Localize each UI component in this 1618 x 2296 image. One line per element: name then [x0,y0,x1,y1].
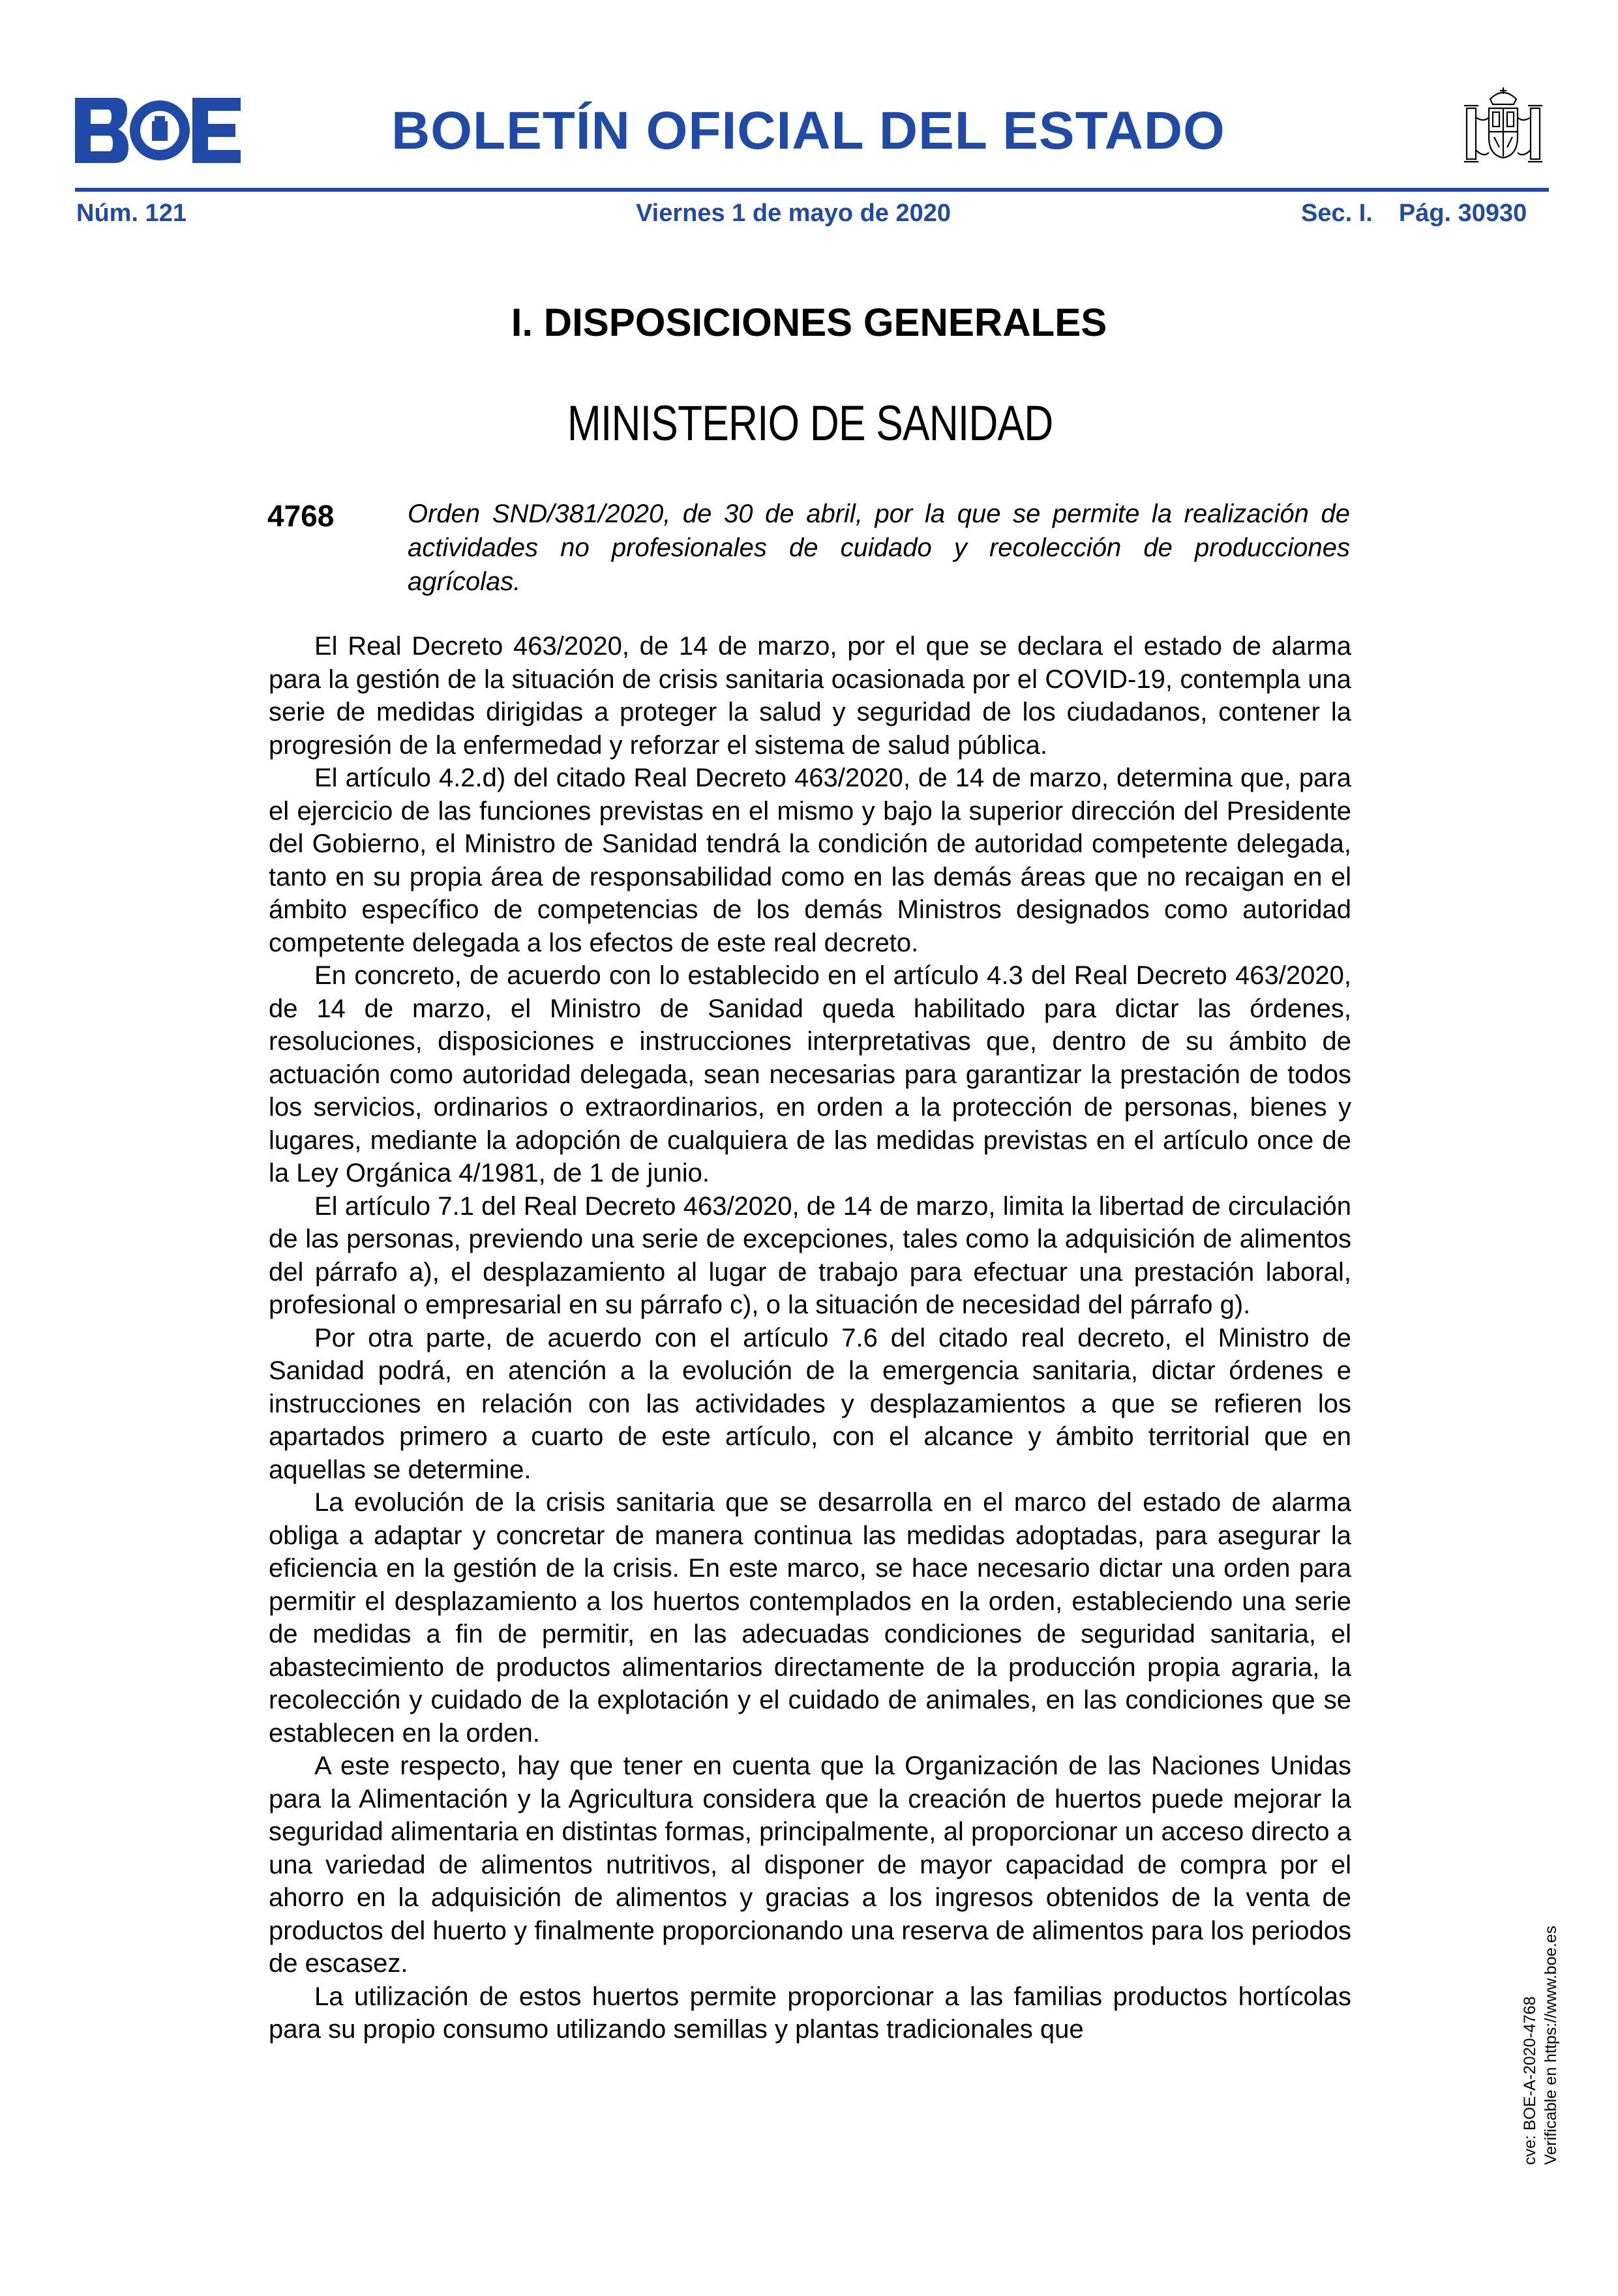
body-paragraph: La evolución de la crisis sanitaria que se desarrolla en el marco del estado de alarma obliga a adaptar y concretar de manera continua las medidas adoptadas, para asegurar la eficiencia en la gestión de la crisis. En este marco, se hace necesario dictar una orden para permitir el desplazamiento a los huertos contemplados en la orden, estableciendo una serie de medidas a fin de permitir, en las adecuadas condiciones de seguridad sanitaria, el abastecimiento de productos alimentarios directamente de la producción propia agraria, la recolección y cuidado de la explotación y el cuidado de animales, en las condiciones que se establecen en la orden. [269,1488,1351,1748]
cve-code: cve: BOE-A-2020-4768 [1521,1996,1539,2165]
issue-number: Núm. 121 [76,200,187,227]
disposition-title: Orden SND/381/2020, de 30 de abril, por la que se permite la realización de actividades no profesionales de cuidado y recolección de producciones agrícolas. [408,499,1350,596]
body-text [269,630,1351,2046]
body-paragraph: El artículo 4.2.d) del citado Real Decreto 463/2020, de 14 de marzo, determina que, para el ejercicio de las funciones previstas en el mismo y bajo la superior dirección del Presidente del Gobierno, el Ministro de Sanidad tendrá la condición de autoridad competente delegada, tanto en su propia área de responsabilidad como en las demás áreas que no recaigan en el ámbito específico de competencias de los demás Ministros designados como autoridad competente delegada a los efectos de este real decreto. [269,764,1351,957]
header-rule [75,188,1549,192]
gazette-title: BOLETÍN OFICIAL DEL ESTADO [391,101,1225,160]
body-paragraph: A este respecto, hay que tener en cuenta que la Organización de las Naciones Unidas para la Alimentación y la Agricultura considera que la creación de huertos puede mejorar la seguridad alimentaria en distintas formas, principalmente, al proporcionar un acceso directo a una variedad de alimentos nutritivos, al disponer de mayor capacidad de compra por el ahorro en la adquisición de alimentos y gracias a los ingresos obtenidos de la venta de productos del huerto y finalmente proporcionando una reserva de alimentos para los periodos de escasez. [269,1752,1351,1978]
body-paragraph: La utilización de estos huertos permite proporcionar a las familias productos hortícolas para su propio consumo utilizando semillas y plantas tradicionales que [269,1982,1351,2044]
body-paragraph: El artículo 7.1 del Real Decreto 463/2020, de 14 de marzo, limita la libertad de circulación de las personas, previendo una serie de excepciones, tales como la adquisición de alimentos del párrafo a), el desplazamiento al lugar de trabajo para efectuar una prestación laboral, profesional o empresarial en su párrafo c), o la situación de necesidad del párrafo g). [269,1191,1351,1319]
boe-logo [75,98,241,163]
verification-link[interactable]: Verificable en https://www.boe.es [1542,1926,1560,2165]
ministry-heading: MINISTERIO DE SANIDAD [567,396,1053,451]
coat-of-arms-icon [1458,85,1549,176]
body-paragraph: El Real Decreto 463/2020, de 14 de marzo, por el que se declara el estado de alarma para la gestión de la situación de crisis sanitaria ocasionada por el COVID-19, contempla una serie de medidas dirigidas a proteger la salud y seguridad de los ciudadanos, contener la progresión de la enfermedad y reforzar el sistema de salud pública. [269,632,1351,760]
body-paragraph: En concreto, de acuerdo con lo establecido en el artículo 4.3 del Real Decreto 463/2020, de 14 de marzo, el Ministro de Sanidad queda habilitado para dictar las órdenes, resoluciones, disposiciones e instrucciones interpretativas que, dentro de su ámbito de actuación como autoridad delegada, sean necesarias para garantizar la prestación de todos los servicios, ordinarios o extraordinarios, en orden a la protección de personas, bienes y lugares, mediante la adopción de cualquiera de las medidas previstas en el artículo once de la Ley Orgánica 4/1981, de 1 de junio. [269,961,1351,1187]
section-label: Sec. I. [1301,200,1373,227]
section-page [1301,201,1527,226]
disposition-number: 4768 [267,499,335,533]
issue-date: Viernes 1 de mayo de 2020 [636,200,951,227]
section-title: I. DISPOSICIONES GENERALES [511,301,1107,344]
verification-note [1520,1926,1561,2165]
body-paragraph: Por otra parte, de acuerdo con el artículo 7.6 del citado real decreto, el Ministro de Sanidad podrá, en atención a la evolución de la emergencia sanitaria, dictar órdenes e instrucciones en relación con las actividades y desplazamientos a que se refieren los apartados primero a cuarto de este artículo, con el alcance y ámbito territorial que en aquellas se determine. [269,1323,1351,1484]
page-number: Pág. 30930 [1398,200,1527,227]
